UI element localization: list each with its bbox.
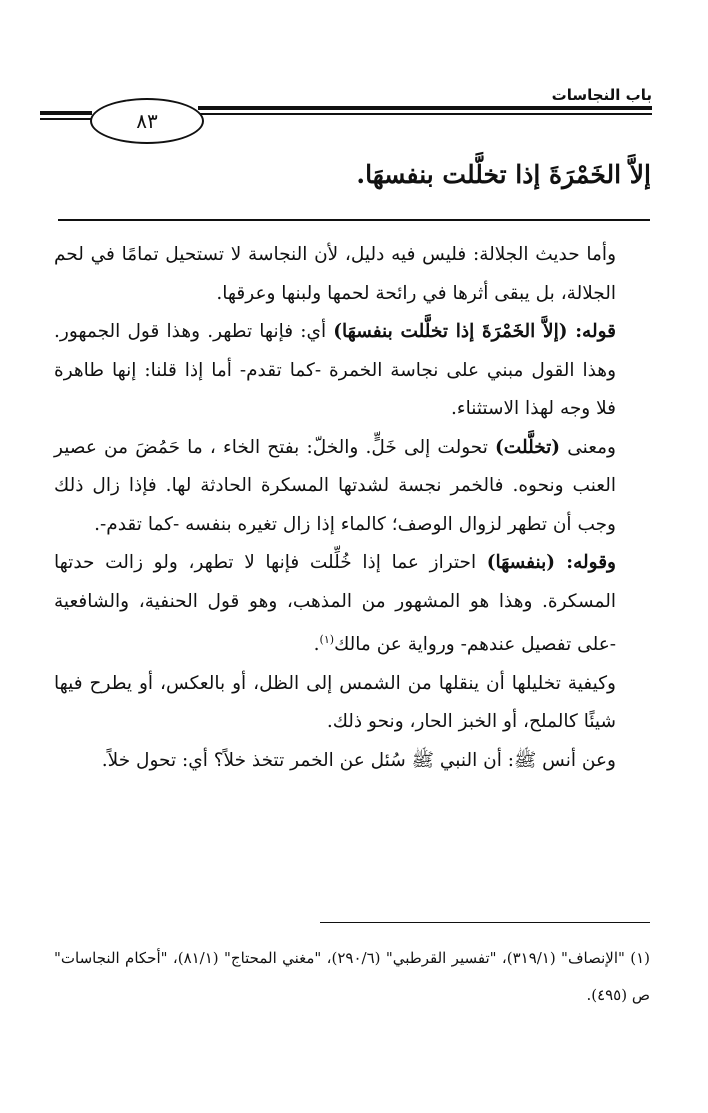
paragraph — [54, 236, 650, 313]
paragraph — [54, 313, 650, 429]
quoted-phrase: (تخلَّلت) — [495, 436, 561, 458]
chapter-title: باب النجاسات — [551, 86, 652, 104]
paragraph-text: احتراز عما إذا خُلِّلت فإنها لا تطهر، ولو زالت حدتها المسكرة. وهذا هو المشهور من المذهب، وهو قول الحنفية، والشافعية -على تفصيل عندهم- ورواية عن مالك — [54, 552, 616, 656]
paragraph-text: وعن أنس ﷺ: أن النبي ﷺ سُئل عن الخمر تتخذ خلاً؟ أي: تحول خلاً. — [101, 749, 616, 771]
body-text — [54, 236, 650, 780]
paragraph-end: . — [313, 634, 320, 656]
lead-phrase: وقوله: — [555, 552, 616, 573]
paragraph — [54, 665, 650, 742]
paragraph-text: وأما حديث الجلالة: فليس فيه دليل، لأن النجاسة لا تستحيل تمامًا في لحم الجلالة، بل يبقى أثرها في رائحة لحمها ولبنها وعرقها. — [54, 244, 616, 304]
paragraph-text: وكيفية تخليلها أن ينقلها من الشمس إلى الظل، أو بالعكس، أو يطرح فيها شيئًا كالملح، أو الخبز الحار، ونحو ذلك. — [54, 672, 616, 733]
paragraph — [54, 544, 650, 665]
page-number-text: ٨٣ — [136, 109, 158, 133]
quoted-phrase: قوله: (إلاَّ الخَمْرَةَ إذا تخلَّلت بنفسهَا) — [333, 321, 616, 342]
section-divider — [58, 219, 650, 221]
footnote-divider — [320, 922, 650, 923]
header-rule-left-thin — [40, 118, 92, 120]
footnote: (١) "الإنصاف" (٣١٩/١)، "تفسير القرطبي" (٢٩٠/٦)، "مغني المحتاج" (٨١/١)، "أحكام النجاسات" ص (٤٩٥). — [54, 949, 651, 1004]
page-number — [90, 98, 204, 144]
header-rule-left-thick — [40, 111, 92, 115]
paragraph — [54, 742, 650, 781]
footnote-marker: (١) — [319, 633, 335, 646]
paragraph-text: تحولت إلى خَلٍّ. والخلّ: بفتح الخاء ، ما حَمُضَ من عصير العنب ونحوه. فالخمر نجسة لشدتها المسكرة الحادثة لها. فإذا زال ذلك وجب أن تطهر لزوال الوصف؛ كالماء إذا زال تغيره بنفسه -كما تقدم-. — [54, 436, 616, 535]
paragraph-text: أي: فإنها تطهر. وهذا قول الجمهور. وهذا القول مبني على نجاسة الخمرة -كما تقدم- أما إذا قلنا: إنها طاهرة فلا وجه لهذا الاستثناء. — [54, 321, 616, 419]
header-rule-right-thin — [198, 113, 652, 115]
page-header — [40, 80, 652, 150]
header-rule-right-thick — [198, 106, 652, 110]
quoted-phrase: (بنفسهَا) — [486, 552, 556, 573]
paragraph-text: ومعنى — [560, 436, 616, 458]
section-heading: إلاَّ الخَمْرَةَ إذا تخلَّلت بنفسهَا. — [356, 160, 651, 189]
paragraph — [54, 429, 650, 545]
